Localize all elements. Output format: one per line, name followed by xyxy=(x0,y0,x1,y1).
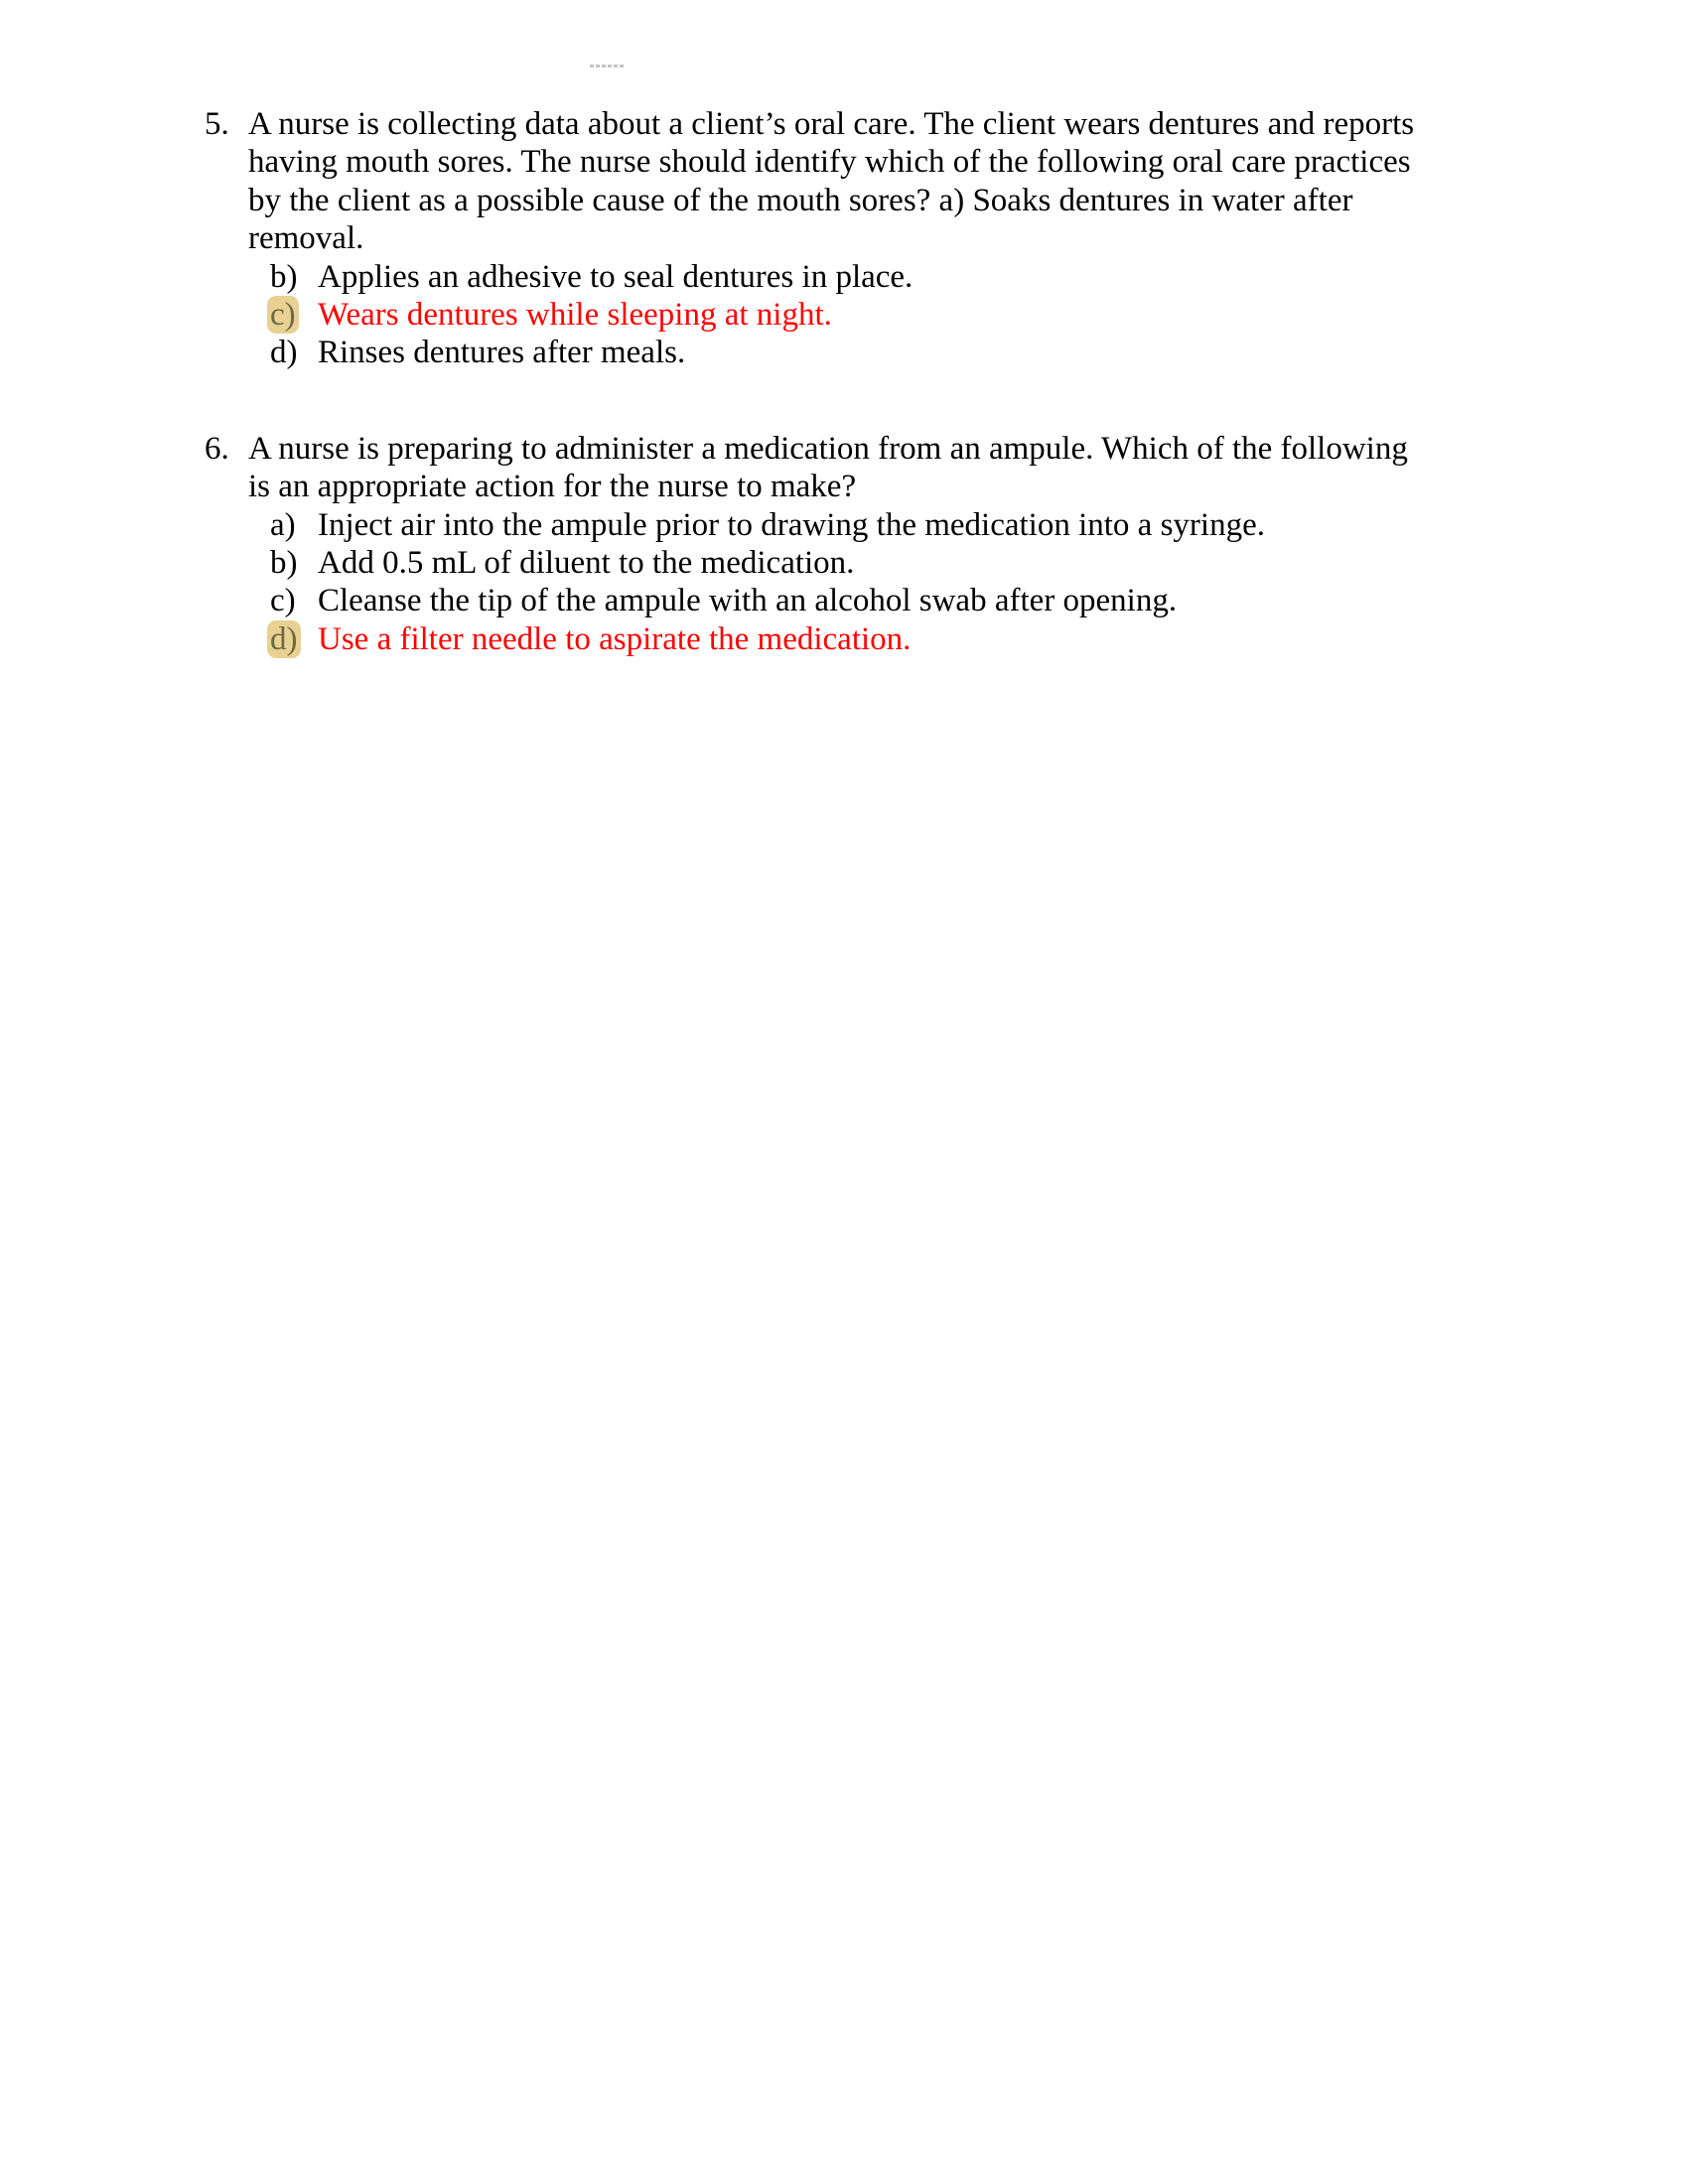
option-text: Wears dentures while sleeping at night. xyxy=(318,297,832,334)
question-5-option-b xyxy=(248,258,1505,296)
question-6-body xyxy=(248,430,1505,658)
option-text: Cleanse the tip of the ampule with an alcohol swab after opening. xyxy=(318,583,1178,619)
smudge-artifact xyxy=(590,65,624,68)
option-text: Inject air into the ampule prior to drawing the medication into a syringe. xyxy=(318,506,1265,543)
question-6-option-d-correct-answer xyxy=(248,620,1505,658)
question-5-option-d xyxy=(248,334,1505,371)
option-text: Add 0.5 mL of diluent to the medication. xyxy=(318,545,855,582)
question-6 xyxy=(205,430,1505,658)
question-6-option-b xyxy=(248,544,1505,582)
question-5-body xyxy=(248,105,1505,372)
option-letter: b) xyxy=(270,545,298,582)
option-letter: d) xyxy=(270,335,298,371)
option-text: Use a filter needle to aspirate the medication. xyxy=(318,620,912,657)
option-text: Rinses dentures after meals. xyxy=(318,335,686,371)
question-5-line-3: by the client as a possible cause of the mouth sores? a) Soaks dentures in water after xyxy=(248,182,1353,218)
question-5 xyxy=(205,105,1505,372)
question-5-line-1: A nurse is collecting data about a client’s oral care. The client wears dentures and reports xyxy=(248,106,1415,142)
question-6-option-c xyxy=(248,582,1505,619)
option-text: Applies an adhesive to seal dentures in place. xyxy=(318,258,914,295)
option-letter: a) xyxy=(270,506,296,543)
question-5-option-c-correct-answer xyxy=(248,296,1505,334)
option-letter xyxy=(270,620,318,658)
option-letter xyxy=(270,296,318,334)
question-5-line-4: removal. xyxy=(248,220,364,257)
option-letter: c) xyxy=(270,583,296,619)
question-6-option-a xyxy=(248,506,1505,544)
question-6-line-1: A nurse is preparing to administer a medication from an ampule. Which of the following xyxy=(248,430,1408,467)
option-letter: b) xyxy=(270,258,298,295)
answer-highlight: d) xyxy=(267,620,301,658)
question-5-line-2: having mouth sores. The nurse should identify which of the following oral care practices xyxy=(248,144,1411,181)
question-6-line-2: is an appropriate action for the nurse to make? xyxy=(248,469,857,505)
document-body xyxy=(205,105,1505,658)
question-5-number: 5. xyxy=(205,106,229,142)
question-6-number: 6. xyxy=(205,430,229,467)
answer-highlight: c) xyxy=(267,296,299,334)
